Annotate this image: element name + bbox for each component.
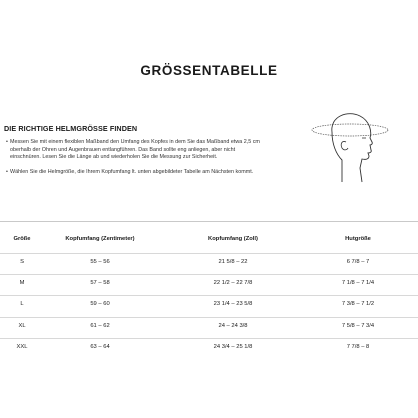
table-cell: 7 1/8 – 7 1/4 xyxy=(341,280,375,286)
table-cell: S xyxy=(20,259,24,265)
column-header-cm: Kopfumfang (Zentimeter) xyxy=(65,236,135,242)
table-cell: XXL xyxy=(16,344,28,350)
bullet-dot: • xyxy=(6,169,8,175)
table-cell: 59 – 60 xyxy=(90,301,110,307)
row-divider xyxy=(0,317,418,318)
instruction-text: Messen Sie mit einem flexiblen Maßband den Umfang des Kopfes in dem Sie das Maßband etwa 2,5 cm oberhalb der Ohren und Augenbrauen entlangführen. Das Band sollte eng anliegen, aber nicht einschnüren. Lesen Sie die Länge ab und wiederholen Sie die Messung zur Sicherheit. xyxy=(10,139,260,161)
row-divider xyxy=(0,338,418,339)
bullet-dot: • xyxy=(6,139,8,145)
table-cell: 21 5/8 – 22 xyxy=(218,259,248,265)
table-cell: 6 7/8 – 7 xyxy=(346,259,370,265)
table-cell: 7 7/8 – 8 xyxy=(346,344,370,350)
table-top-rule xyxy=(0,221,418,222)
instruction-bullet xyxy=(6,169,264,177)
section-heading: DIE RICHTIGE HELMGRÖSSE FINDEN xyxy=(4,124,138,133)
head-measurement-icon xyxy=(302,108,394,186)
column-header-size: Größe xyxy=(13,236,31,242)
row-divider xyxy=(0,253,418,254)
table-cell: M xyxy=(19,280,25,286)
table-cell: 57 – 58 xyxy=(90,280,110,286)
table-cell: 7 5/8 – 7 3/4 xyxy=(341,323,375,329)
instruction-bullet xyxy=(6,139,264,162)
table-cell: 7 3/8 – 7 1/2 xyxy=(341,301,375,307)
row-divider xyxy=(0,295,418,296)
table-cell: 23 1/4 – 23 5/8 xyxy=(213,301,253,307)
table-cell: 22 1/2 – 22 7/8 xyxy=(213,280,253,286)
page-title: GRÖSSENTABELLE xyxy=(140,63,278,78)
row-divider xyxy=(0,274,418,275)
instruction-text: Wählen Sie die Helmgröße, die Ihrem Kopfumfang lt. unten abgebildeter Tabelle am Nächsten kommt. xyxy=(10,169,254,175)
table-cell: L xyxy=(20,301,24,307)
table-cell: 24 – 24 3/8 xyxy=(218,323,248,329)
table-cell: 55 – 56 xyxy=(90,259,110,265)
table-cell: 63 – 64 xyxy=(90,344,110,350)
table-cell: XL xyxy=(18,323,26,329)
column-header-inch: Kopfumfang (Zoll) xyxy=(208,236,258,242)
column-header-hat-size: Hutgröße xyxy=(345,236,371,242)
table-cell: 61 – 62 xyxy=(90,323,110,329)
table-cell: 24 3/4 – 25 1/8 xyxy=(213,344,253,350)
